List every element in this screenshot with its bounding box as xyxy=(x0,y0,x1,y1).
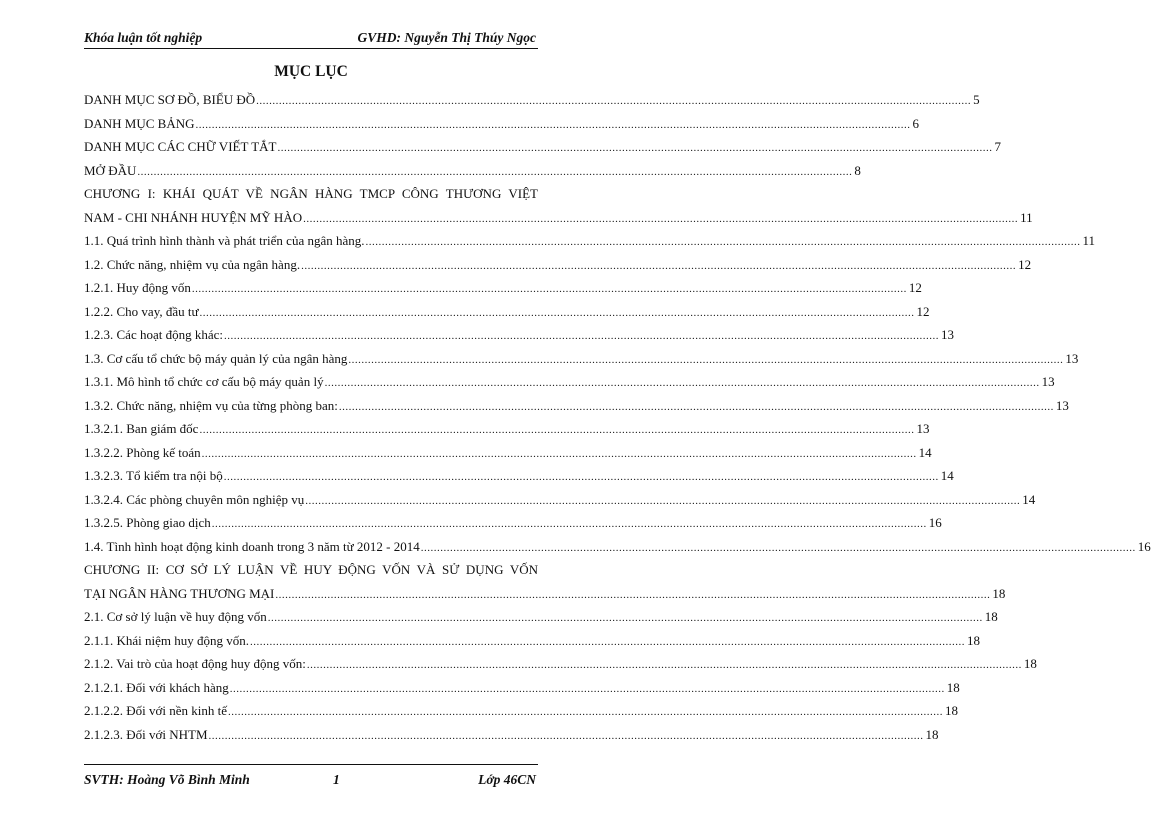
toc-entry-text: 1.3. Cơ cấu tổ chức bộ máy quản lý của ngân hàng xyxy=(84,350,348,366)
toc-entry[interactable] xyxy=(84,417,930,441)
toc-page-number: 18 xyxy=(945,703,958,718)
toc-entry-text: 1.1. Quá trình hình thành và phát triển của ngân hàng. xyxy=(84,233,365,248)
toc-entry[interactable] xyxy=(84,488,1036,512)
toc-page-number: 13 xyxy=(1065,350,1079,366)
toc-entry[interactable] xyxy=(84,464,954,488)
footer-page-number: 1 xyxy=(333,772,340,787)
toc-entry-text: 1.4. Tình hình hoạt động kinh doanh trong 3 năm từ 2012 - 2014 xyxy=(84,538,420,554)
toc-entry[interactable] xyxy=(84,253,1032,277)
toc-leader-dots: ............................................................................................................................................................................................................................ xyxy=(277,142,993,154)
header-supervisor: GVHD: Nguyễn Thị Thúy Ngọc xyxy=(357,30,536,45)
toc-entry-text: 1.2.2. Cho vay, đầu tư xyxy=(84,303,199,319)
toc-entry[interactable] xyxy=(84,276,922,300)
toc-page-number: 6 xyxy=(912,115,920,131)
toc-page-number: 13 xyxy=(1041,374,1055,389)
toc-entry[interactable] xyxy=(84,300,930,324)
toc-entry[interactable] xyxy=(84,347,1079,371)
toc-entry-text: 1.3.2.3. Tổ kiểm tra nội bộ xyxy=(84,468,223,483)
toc-leader-dots: ............................................................................................................................................................................................................................ xyxy=(199,424,915,436)
toc-entry-text: 2.1.1. Khái niệm huy động vốn. xyxy=(84,632,250,648)
toc-leader-dots: ............................................................................................................................................................................................................................ xyxy=(223,471,939,483)
toc-chapter-line[interactable]: CHƯƠNG I: KHÁI QUÁT VỀ NGÂN HÀNG TMCP CÔNG THƯƠNG VIỆT xyxy=(84,186,538,201)
toc-page-number: 14 xyxy=(918,444,932,460)
toc-entry-text: 1.3.2.1. Ban giám đốc xyxy=(84,421,199,436)
toc-leader-dots: ............................................................................................................................................................................................................................ xyxy=(224,330,939,342)
toc-entry-text: DANH MỤC BẢNG xyxy=(84,115,195,131)
toc-entry[interactable] xyxy=(84,441,932,465)
toc-chapter-entry[interactable] xyxy=(84,582,1006,606)
toc-entry-text: 2.1. Cơ sở lý luận về huy động vốn xyxy=(84,609,267,624)
toc-entry[interactable] xyxy=(84,394,1069,418)
toc-leader-dots: ............................................................................................................................................................................................................................ xyxy=(420,541,1136,554)
toc-leader-dots: ............................................................................................................................................................................................................................ xyxy=(199,306,915,319)
toc-page-number: 16 xyxy=(928,515,942,530)
toc-page-number: 11 xyxy=(1020,209,1033,225)
toc-entry-text: DANH MỤC CÁC CHỮ VIẾT TẮT xyxy=(84,139,277,154)
toc-page-number: 13 xyxy=(1055,397,1069,413)
toc-chapter-line[interactable]: CHƯƠNG II: CƠ SỞ LÝ LUẬN VỀ HUY ĐỘNG VỐN VÀ SỬ DỤNG VỐN xyxy=(84,562,538,577)
toc-entry-text: 1.3.2. Chức năng, nhiệm vụ của từng phòng ban: xyxy=(84,397,338,413)
toc-leader-dots: ............................................................................................................................................................................................................................ xyxy=(211,518,927,530)
toc-leader-dots: ............................................................................................................................................................................................................................ xyxy=(306,659,1022,671)
toc-entry[interactable] xyxy=(84,605,998,629)
toc-leader-dots: ............................................................................................................................................................................................................................ xyxy=(229,682,945,695)
toc-page-number: 18 xyxy=(984,609,998,624)
toc-leader-dots: ............................................................................................................................................................................................................................ xyxy=(303,212,1019,225)
toc-entry[interactable] xyxy=(84,535,1151,559)
toc-leader-dots: ............................................................................................................................................................................................................................ xyxy=(208,729,924,742)
toc-page-number: 18 xyxy=(925,726,939,742)
header-thesis-label: Khóa luận tốt nghiệp xyxy=(84,30,203,45)
header-divider xyxy=(84,48,538,49)
toc-entry-text: 2.1.2.2. Đối với nền kinh tế xyxy=(84,703,227,718)
toc-page-number: 16 xyxy=(1137,538,1151,554)
toc-page-number: 13 xyxy=(916,421,930,436)
toc-entry[interactable] xyxy=(84,112,920,136)
toc-page-number: 12 xyxy=(916,303,930,319)
toc-entry-text: 1.2.1. Huy động vốn xyxy=(84,280,191,295)
page-footer xyxy=(84,770,536,790)
toc-entry-text: 1.2. Chức năng, nhiệm vụ của ngân hàng. xyxy=(84,256,301,272)
toc-entry-text: 2.1.2. Vai trò của hoạt động huy động vốn: xyxy=(84,656,306,671)
toc-entry[interactable] xyxy=(84,723,939,747)
toc-leader-dots: ............................................................................................................................................................................................................................ xyxy=(305,494,1021,507)
toc-leader-dots: ............................................................................................................................................................................................................................ xyxy=(338,400,1054,413)
footer-student: SVTH: Hoàng Võ Bình Minh xyxy=(84,772,250,787)
toc-page-number: 7 xyxy=(994,139,1001,154)
toc-entry[interactable] xyxy=(84,511,942,535)
toc-entry[interactable] xyxy=(84,323,954,347)
toc-entry-text: 1.3.2.2. Phòng kế toán xyxy=(84,444,201,460)
toc-leader-dots: ............................................................................................................................................................................................................................ xyxy=(348,353,1064,366)
toc-page-number: 18 xyxy=(992,585,1006,601)
toc-leader-dots: ............................................................................................................................................................................................................................ xyxy=(137,165,853,178)
toc-page-number: 12 xyxy=(1018,256,1032,272)
toc-chapter-entry[interactable] xyxy=(84,206,1033,230)
toc-entry[interactable] xyxy=(84,676,960,700)
toc-page-number: 12 xyxy=(908,280,922,295)
toc-leader-dots: ............................................................................................................................................................................................................................ xyxy=(275,588,991,601)
toc-entry[interactable] xyxy=(84,229,1096,253)
toc-entry[interactable] xyxy=(84,88,980,112)
toc-entry[interactable] xyxy=(84,135,1001,159)
toc-page-number: 8 xyxy=(854,162,861,178)
toc-page-number: 11 xyxy=(1082,233,1096,248)
toc-entry-text: MỞ ĐẦU xyxy=(84,162,137,178)
toc-entry-text: DANH MỤC SƠ ĐỒ, BIỂU ĐỒ xyxy=(84,92,256,107)
toc-page-number: 5 xyxy=(973,92,980,107)
toc-entry[interactable] xyxy=(84,159,861,183)
toc-page-number: 14 xyxy=(940,468,954,483)
toc-entry[interactable] xyxy=(84,370,1055,394)
toc-entry-text: 1.3.1. Mô hình tổ chức cơ cấu bộ máy quản lý xyxy=(84,374,324,389)
footer-divider xyxy=(84,764,538,765)
table-of-contents xyxy=(84,88,1151,746)
toc-entry-text: NAM - CHI NHÁNH HUYỆN MỸ HÀO xyxy=(84,209,303,225)
toc-page-number: 13 xyxy=(941,327,954,342)
toc-entry-text: 1.3.2.4. Các phòng chuyên môn nghiệp vụ xyxy=(84,491,305,507)
toc-leader-dots: ............................................................................................................................................................................................................................ xyxy=(201,447,917,460)
page-header xyxy=(84,28,536,48)
toc-leader-dots: ............................................................................................................................................................................................................................ xyxy=(365,236,1081,248)
toc-leader-dots: ............................................................................................................................................................................................................................ xyxy=(191,283,907,295)
toc-entry-text: 1.3.2.5. Phòng giao dịch xyxy=(84,515,211,530)
toc-page-number: 18 xyxy=(1023,656,1037,671)
toc-entry[interactable] xyxy=(84,629,981,653)
toc-page-number: 18 xyxy=(946,679,960,695)
toc-page-number: 14 xyxy=(1022,491,1036,507)
toc-leader-dots: ............................................................................................................................................................................................................................ xyxy=(267,612,983,624)
toc-entry-text: 2.1.2.1. Đối với khách hàng xyxy=(84,679,229,695)
toc-entry-text: 1.2.3. Các hoạt động khác: xyxy=(84,327,223,342)
toc-leader-dots: ............................................................................................................................................................................................................................ xyxy=(324,377,1040,389)
toc-entry[interactable] xyxy=(84,699,958,723)
toc-page-number: 18 xyxy=(967,632,981,648)
page-title: MỤC LỤC xyxy=(274,63,348,80)
toc-leader-dots: ............................................................................................................................................................................................................................ xyxy=(195,118,911,131)
toc-leader-dots: ............................................................................................................................................................................................................................ xyxy=(256,95,972,107)
footer-class: Lớp 46CN xyxy=(478,772,536,787)
toc-leader-dots: ............................................................................................................................................................................................................................ xyxy=(228,706,943,718)
toc-entry-text: 2.1.2.3. Đối với NHTM xyxy=(84,726,208,742)
toc-entry[interactable] xyxy=(84,652,1037,676)
toc-leader-dots: ............................................................................................................................................................................................................................ xyxy=(301,259,1017,272)
toc-leader-dots: ............................................................................................................................................................................................................................ xyxy=(250,635,966,648)
toc-entry-text: TẠI NGÂN HÀNG THƯƠNG MẠI xyxy=(84,585,275,601)
